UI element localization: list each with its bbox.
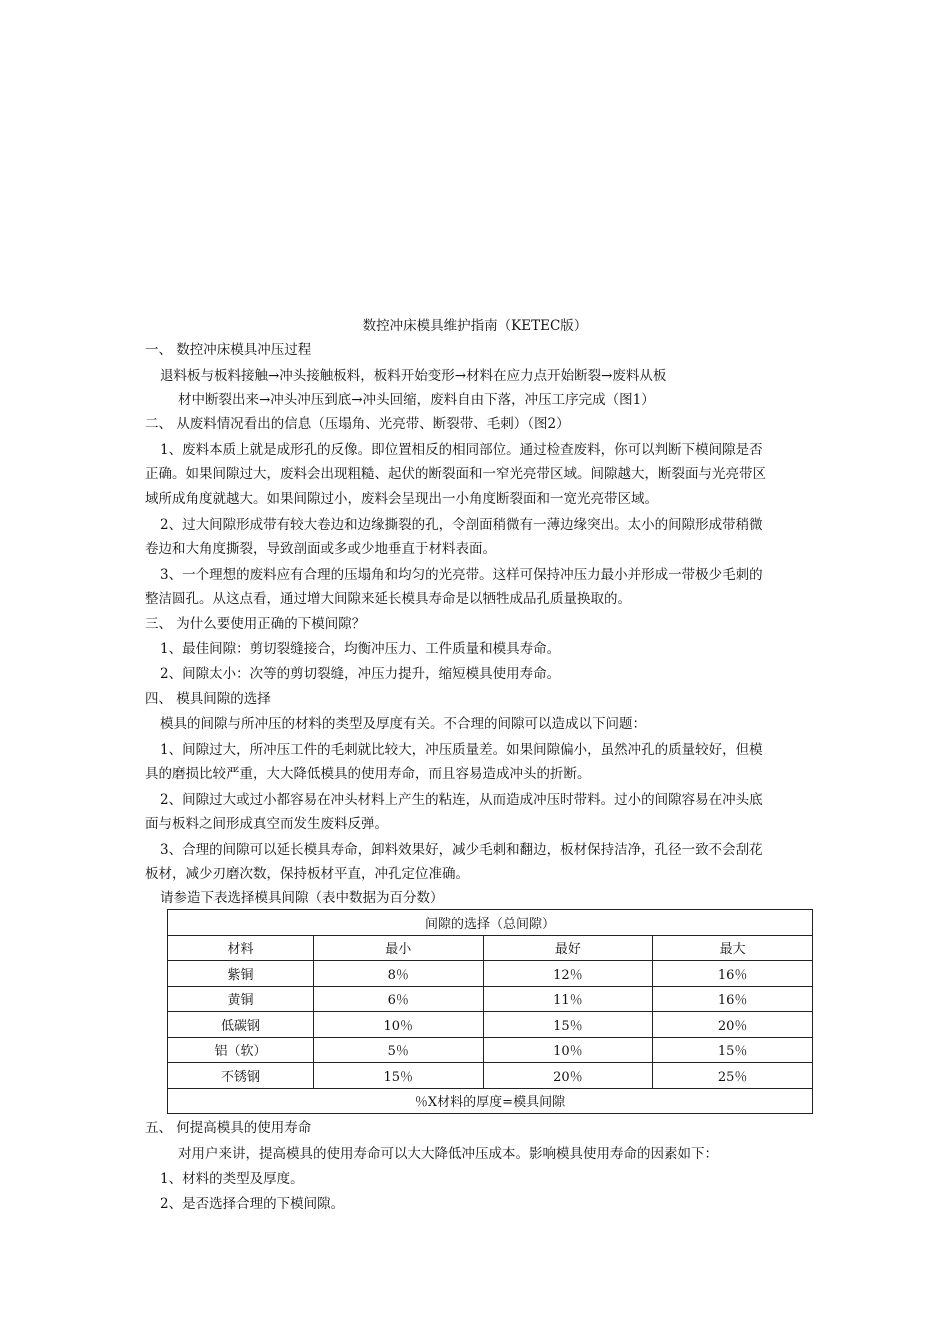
paragraph-line: 对用户来讲，提高模具的使用寿命可以大大降低冲压成本。影响模具使用寿命的因素如下： — [178, 1146, 718, 1162]
table-caption: 间隙的选择（总间隙） — [168, 910, 813, 936]
paragraph-line: 1、间隙过大，所冲压工件的毛刺就比较大，冲压质量差。如果间隙偏小，虽然冲孔的质量较好，但模 — [160, 742, 763, 758]
paragraph-line: 整洁圆孔。从这点看，通过增大间隙来延长模具寿命是以牺牲成品孔质量换取的。 — [145, 591, 631, 607]
paragraph-line: 1、废料本质上就是成形孔的反像。即位置相反的相同部位。通过检查废料，你可以判断下模间隙是否 — [160, 442, 763, 458]
paragraph-line: 2、是否选择合理的下模间隙。 — [160, 1196, 345, 1212]
section-heading-1: 一、 数控冲床模具冲压过程 — [145, 342, 312, 358]
paragraph-line: 具的磨损比较严重，大大降低模具的使用寿命，而且容易造成冲头的折断。 — [145, 766, 591, 782]
cell-material: 紫铜 — [168, 961, 314, 987]
paragraph-line: 1、最佳间隙：剪切裂缝接合，均衡冲压力、工件质量和模具寿命。 — [160, 641, 561, 657]
cell-max: 16％ — [653, 961, 813, 987]
cell-material: 铝（软） — [168, 1037, 314, 1063]
table-footer-row — [168, 1088, 813, 1114]
paragraph-line: 板材，减少刃磨次数，保持板材平直，冲孔定位准确。 — [145, 866, 469, 882]
table-row — [168, 961, 813, 987]
paragraph-line: 3、一个理想的废料应有合理的压塌角和均匀的光亮带。这样可保持冲压力最小并形成一带极少毛刺的 — [160, 567, 763, 583]
paragraph-line: 材中断裂出来→冲头冲压到底→冲头回缩，废料自由下落，冲压工序完成（图1） — [178, 392, 655, 408]
cell-max: 16％ — [653, 986, 813, 1012]
paragraph-line: 2、间隙太小：次等的剪切裂缝，冲压力提升，缩短模具使用寿命。 — [160, 666, 561, 682]
cell-material: 不锈钢 — [168, 1063, 314, 1089]
cell-max: 25％ — [653, 1063, 813, 1089]
cell-min: 5％ — [313, 1037, 483, 1063]
section-heading-5: 五、 何提高模具的使用寿命 — [145, 1120, 312, 1136]
table-row — [168, 986, 813, 1012]
cell-min: 6％ — [313, 986, 483, 1012]
document-title: 数控冲床模具维护指南（KETEC版） — [362, 318, 588, 334]
cell-material: 低碳钢 — [168, 1012, 314, 1038]
cell-max: 20％ — [653, 1012, 813, 1038]
clearance-table — [167, 909, 813, 1114]
paragraph-line: 2、间隙过大或过小都容易在冲头材料上产生的粘连，从而造成冲压时带料。过小的间隙容易在冲头底 — [160, 792, 763, 808]
section-heading-4: 四、 模具间隙的选择 — [145, 691, 271, 707]
header-material: 材料 — [168, 935, 314, 961]
cell-best: 20％ — [483, 1063, 653, 1089]
header-max: 最大 — [653, 935, 813, 961]
cell-max: 15％ — [653, 1037, 813, 1063]
table-row — [168, 1063, 813, 1089]
section-heading-2: 二、 从废料情况看出的信息（压塌角、光亮带、断裂带、毛刺）（图2） — [145, 416, 570, 432]
table-intro: 请参造下表选择模具间隙（表中数据为百分数） — [160, 890, 444, 906]
cell-min: 15％ — [313, 1063, 483, 1089]
cell-material: 黄铜 — [168, 986, 314, 1012]
table-row — [168, 1012, 813, 1038]
cell-best: 11％ — [483, 986, 653, 1012]
paragraph-line: 2、过大间隙形成带有较大卷边和边缘撕裂的孔，令剖面稍微有一薄边缘突出。太小的间隙形成带稍微 — [160, 517, 763, 533]
paragraph-line: 3、合理的间隙可以延长模具寿命，卸料效果好，减少毛刺和翻边，板材保持洁净，孔径一致不会刮花 — [160, 842, 763, 858]
paragraph-line: 1、材料的类型及厚度。 — [160, 1171, 304, 1187]
paragraph-line: 退料板与板料接触→冲头接触板料，板料开始变形→材料在应力点开始断裂→废料从板 — [160, 368, 667, 384]
cell-best: 10％ — [483, 1037, 653, 1063]
paragraph-line: 面与板料之间形成真空而发生废料反弹。 — [145, 816, 388, 832]
table-row — [168, 1037, 813, 1063]
paragraph-line: 正确。如果间隙过大，废料会出现粗糙、起伏的断裂面和一窄光亮带区域。间隙越大，断裂面与光亮带区 — [145, 466, 766, 482]
cell-best: 15％ — [483, 1012, 653, 1038]
header-best: 最好 — [483, 935, 653, 961]
paragraph-line: 域所成角度就越大。如果间隙过小，废料会呈现出一小角度断裂面和一宽光亮带区域。 — [145, 491, 658, 507]
paragraph-line: 卷边和大角度撕裂，导致剖面或多或少地垂直于材料表面。 — [145, 541, 496, 557]
cell-best: 12％ — [483, 961, 653, 987]
table-header-row — [168, 935, 813, 961]
table-footer: ％X材料的厚度=模具间隙 — [168, 1088, 813, 1114]
paragraph-line: 模具的间隙与所冲压的材料的类型及厚度有关。不合理的间隙可以造成以下问题： — [160, 716, 646, 732]
table-caption-row — [168, 910, 813, 936]
cell-min: 10％ — [313, 1012, 483, 1038]
header-min: 最小 — [313, 935, 483, 961]
cell-min: 8％ — [313, 961, 483, 987]
section-heading-3: 三、 为什么要使用正确的下模间隙？ — [145, 616, 366, 632]
